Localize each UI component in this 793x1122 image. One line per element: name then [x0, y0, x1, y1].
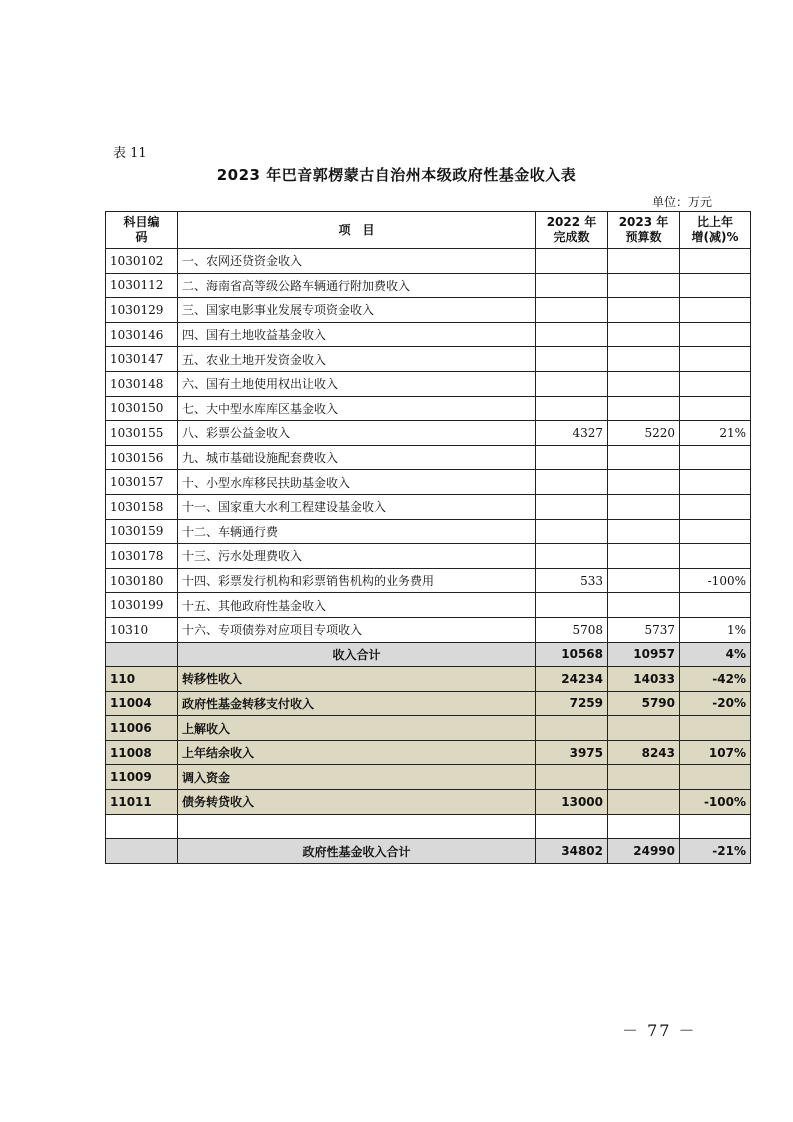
cell-change: -42% — [680, 667, 751, 692]
subtotal-label: 收入合计 — [178, 642, 536, 667]
cell-item: 八、彩票公益金收入 — [178, 421, 536, 446]
cell-item: 上解收入 — [178, 716, 536, 741]
cell-2022 — [536, 593, 608, 618]
cell-2022: 13000 — [536, 790, 608, 815]
total-label: 政府性基金收入合计 — [178, 839, 536, 864]
cell-2023 — [608, 322, 680, 347]
subtotal-2023: 10957 — [608, 642, 680, 667]
cell-item: 调入资金 — [178, 765, 536, 790]
cell-2023 — [608, 249, 680, 274]
table-row — [106, 298, 751, 323]
cell-code: 1030157 — [106, 470, 178, 495]
cell-item: 五、农业土地开发资金收入 — [178, 347, 536, 372]
table-row — [106, 421, 751, 446]
cell-code: 1030102 — [106, 249, 178, 274]
subtotal-2022: 10568 — [536, 642, 608, 667]
cell-2023: 8243 — [608, 740, 680, 765]
cell-code: 11006 — [106, 716, 178, 741]
cell-item: 上年结余收入 — [178, 740, 536, 765]
subtotal-change: 4% — [680, 642, 751, 667]
cell-item: 转移性收入 — [178, 667, 536, 692]
cell-code: 1030159 — [106, 519, 178, 544]
cell-code: 1030199 — [106, 593, 178, 618]
table-row — [106, 322, 751, 347]
cell-2023 — [608, 765, 680, 790]
cell-change — [680, 273, 751, 298]
table-row — [106, 544, 751, 569]
table-row — [106, 371, 751, 396]
table-row — [106, 593, 751, 618]
total-row — [106, 839, 751, 864]
cell-item: 政府性基金转移支付收入 — [178, 691, 536, 716]
cell-2023 — [608, 519, 680, 544]
cell-code — [106, 839, 178, 864]
table-row — [106, 445, 751, 470]
subtotal-row — [106, 642, 751, 667]
cell-item: 十三、污水处理费收入 — [178, 544, 536, 569]
cell-change — [680, 371, 751, 396]
cell-2023 — [608, 593, 680, 618]
cell-item: 三、国家电影事业发展专项资金收入 — [178, 298, 536, 323]
cell-2022: 5708 — [536, 617, 608, 642]
cell-change — [680, 322, 751, 347]
table-label: 表 11 — [113, 146, 147, 161]
cell-change — [680, 593, 751, 618]
cell-2023: 5790 — [608, 691, 680, 716]
cell-item: 十六、专项债券对应项目专项收入 — [178, 617, 536, 642]
cell-code: 1030155 — [106, 421, 178, 446]
cell-item: 十、小型水库移民扶助基金收入 — [178, 470, 536, 495]
cell-change — [680, 716, 751, 741]
cell-2022 — [536, 470, 608, 495]
cell-2022 — [536, 347, 608, 372]
cell-2023 — [608, 568, 680, 593]
empty-row — [106, 814, 751, 839]
cell-2023 — [608, 396, 680, 421]
cell-item: 债务转贷收入 — [178, 790, 536, 815]
cell-2023 — [608, 790, 680, 815]
cell-2023: 14033 — [608, 667, 680, 692]
cell-item: 四、国有土地收益基金收入 — [178, 322, 536, 347]
cell-change — [680, 396, 751, 421]
cell-2022: 533 — [536, 568, 608, 593]
unit-label: 单位：万元 — [652, 195, 713, 209]
cell-code: 1030158 — [106, 494, 178, 519]
cell-code: 1030178 — [106, 544, 178, 569]
cell-item: 九、城市基础设施配套费收入 — [178, 445, 536, 470]
header-change: 比上年 增(减)% — [680, 212, 751, 249]
table-row — [106, 494, 751, 519]
table-header-row — [106, 212, 751, 249]
transfer-row — [106, 667, 751, 692]
header-2023: 2023 年 预算数 — [608, 212, 680, 249]
total-2023: 24990 — [608, 839, 680, 864]
cell-code — [106, 642, 178, 667]
cell-code: 1030148 — [106, 371, 178, 396]
cell-change: 1% — [680, 617, 751, 642]
cell-2022 — [536, 371, 608, 396]
cell-code: 11008 — [106, 740, 178, 765]
cell-code: 1030112 — [106, 273, 178, 298]
header-item: 项 目 — [178, 212, 536, 249]
cell-2022 — [536, 544, 608, 569]
cell-code: 1030129 — [106, 298, 178, 323]
cell-item: 十五、其他政府性基金收入 — [178, 593, 536, 618]
cell-2023 — [608, 273, 680, 298]
cell-2022: 7259 — [536, 691, 608, 716]
cell-item: 十二、车辆通行费 — [178, 519, 536, 544]
cell-change — [680, 544, 751, 569]
cell-2023 — [608, 716, 680, 741]
cell-change — [680, 494, 751, 519]
cell-item: 二、海南省高等级公路车辆通行附加费收入 — [178, 273, 536, 298]
cell-code: 110 — [106, 667, 178, 692]
cell-2022: 3975 — [536, 740, 608, 765]
page-number: － 77 － — [622, 1021, 697, 1040]
table-row — [106, 470, 751, 495]
cell-2022 — [536, 249, 608, 274]
transfer-row — [106, 716, 751, 741]
empty-cell — [608, 814, 680, 839]
cell-code: 1030147 — [106, 347, 178, 372]
transfer-row — [106, 765, 751, 790]
cell-change: -100% — [680, 790, 751, 815]
table-row — [106, 347, 751, 372]
cell-change: -20% — [680, 691, 751, 716]
page-title: 2023 年巴音郭楞蒙古自治州本级政府性基金收入表 — [216, 166, 577, 184]
header-code: 科目编 码 — [106, 212, 178, 249]
cell-2023 — [608, 347, 680, 372]
cell-change: 21% — [680, 421, 751, 446]
cell-2023 — [608, 371, 680, 396]
cell-change — [680, 470, 751, 495]
empty-cell — [536, 814, 608, 839]
cell-item: 十四、彩票发行机构和彩票销售机构的业务费用 — [178, 568, 536, 593]
total-change: -21% — [680, 839, 751, 864]
cell-change: 107% — [680, 740, 751, 765]
cell-2022: 4327 — [536, 421, 608, 446]
cell-item: 七、大中型水库库区基金收入 — [178, 396, 536, 421]
cell-code: 11011 — [106, 790, 178, 815]
cell-code: 10310 — [106, 617, 178, 642]
cell-2022 — [536, 716, 608, 741]
cell-change — [680, 765, 751, 790]
cell-code: 1030180 — [106, 568, 178, 593]
cell-change — [680, 519, 751, 544]
cell-2022 — [536, 445, 608, 470]
cell-2022 — [536, 298, 608, 323]
cell-change — [680, 249, 751, 274]
cell-2022: 24234 — [536, 667, 608, 692]
cell-code: 1030156 — [106, 445, 178, 470]
cell-2023: 5737 — [608, 617, 680, 642]
cell-2022 — [536, 494, 608, 519]
table-row — [106, 519, 751, 544]
transfer-row — [106, 740, 751, 765]
cell-item: 六、国有土地使用权出让收入 — [178, 371, 536, 396]
total-2022: 34802 — [536, 839, 608, 864]
empty-cell — [178, 814, 536, 839]
cell-2023 — [608, 445, 680, 470]
fund-revenue-table — [105, 211, 751, 864]
table-row — [106, 273, 751, 298]
empty-cell — [106, 814, 178, 839]
cell-2023 — [608, 298, 680, 323]
cell-code: 11004 — [106, 691, 178, 716]
cell-2023 — [608, 544, 680, 569]
cell-item: 十一、国家重大水利工程建设基金收入 — [178, 494, 536, 519]
header-2022: 2022 年 完成数 — [536, 212, 608, 249]
cell-2023 — [608, 470, 680, 495]
table-row — [106, 396, 751, 421]
table-row — [106, 249, 751, 274]
empty-cell — [680, 814, 751, 839]
transfer-row — [106, 691, 751, 716]
cell-code: 11009 — [106, 765, 178, 790]
cell-2022 — [536, 273, 608, 298]
cell-2023 — [608, 494, 680, 519]
cell-2022 — [536, 765, 608, 790]
cell-code: 1030146 — [106, 322, 178, 347]
cell-item: 一、农网还贷资金收入 — [178, 249, 536, 274]
table-row — [106, 617, 751, 642]
cell-2022 — [536, 396, 608, 421]
cell-2022 — [536, 322, 608, 347]
cell-2022 — [536, 519, 608, 544]
cell-code: 1030150 — [106, 396, 178, 421]
table-row — [106, 568, 751, 593]
cell-change — [680, 445, 751, 470]
cell-change: -100% — [680, 568, 751, 593]
cell-change — [680, 347, 751, 372]
transfer-row — [106, 790, 751, 815]
cell-change — [680, 298, 751, 323]
cell-2023: 5220 — [608, 421, 680, 446]
